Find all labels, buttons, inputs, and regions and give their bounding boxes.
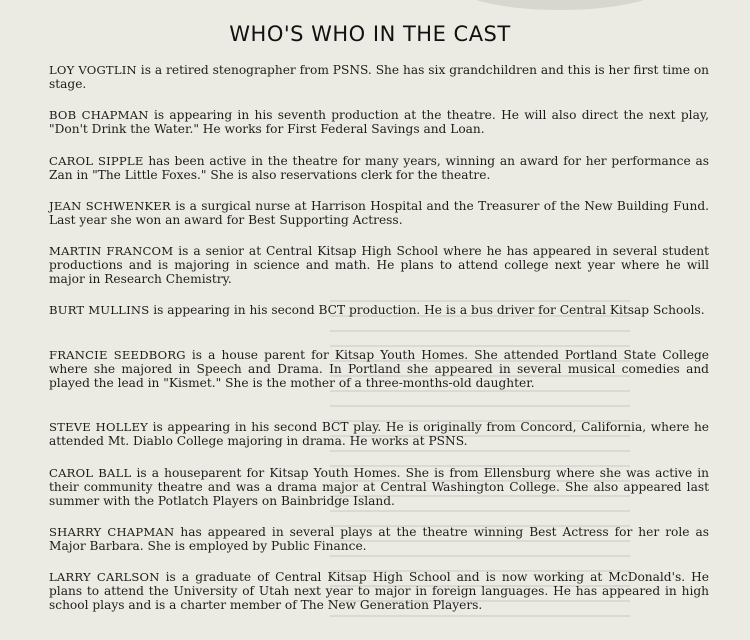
cast-name: SHARRY CHAPMAN [49,525,175,539]
cast-bio: is appearing in his second BCT play. He is originally from Concord, California, where he attended Mt. Diablo College majoring in drama. He works at PSNS. [49,420,710,448]
cast-bio: is appearing in his seventh production at the theatre. He will also direct the next play, "Don't Drink the Water." He works for First Federal Savings and Loan. [49,108,709,136]
cast-name: BOB CHAPMAN [49,108,149,122]
cast-bio: is a house parent for Kitsap Youth Homes. She attended Portland State College where she majored in Speech and Drama. In Portland she appeared in several musical comedies and played the lead in "Kismet." She is the mother of a three-months-old daughter. [49,348,709,390]
cast-name: LOY VOGTLIN [49,63,137,77]
cast-bio: has appeared in several plays at the theatre winning Best Actress for her role as Major Barbara. She is employed by Public Finance. [49,525,709,553]
cast-bio: is a senior at Central Kitsap High School where he has appeared in several student productions and is majoring in science and math. He plans to attend college next year where he will major in Research Chemistry. [49,244,710,286]
cast-bio: is a surgical nurse at Harrison Hospital and the Treasurer of the New Building Fund. Last year she won an award for Best Supporting Actress. [49,199,709,227]
cast-entry-sharry-chapman [49,526,709,554]
cast-name: STEVE HOLLEY [49,420,148,434]
cast-entry-burt-mullins [49,304,709,318]
cast-name: CAROL BALL [49,466,132,480]
cast-entry-larry-carlson [49,571,709,612]
cast-name: JEAN SCHWENKER [49,199,171,213]
cast-bio: is a houseparent for Kitsap Youth Homes. She is from Ellensburg where she was active in their community theatre and was a drama major at Central Washington College. She also appeared last summer with the Potlatch Players on Bainbridge Island. [49,466,709,508]
cast-bio: is a retired stenographer from PSNS. She has six grandchildren and this is her first time on stage. [49,63,710,91]
cast-name: BURT MULLINS [49,303,150,317]
cast-name: CAROL SIPPLE [49,154,144,168]
cast-name: FRANCIE SEEDBORG [49,348,186,362]
cast-entry-bob-chapman [49,109,709,137]
page-title: WHO'S WHO IN THE CAST [229,22,511,46]
cast-bio: is appearing in his second BCT production. He is a bus driver for Central Kitsap Schools. [153,303,705,317]
cast-entry-jean-schwenker [49,200,709,228]
cast-entry-francie-seedborg [49,349,709,390]
cast-bio: has been active in the theatre for many years, winning an award for her performance as Zan in "The Little Foxes." She is also reservations clerk for the theatre. [49,154,709,182]
cast-entry-steve-holley [49,421,709,449]
cast-name: MARTIN FRANCOM [49,244,174,258]
decorative-arc [455,0,665,10]
cast-entry-loy-vogtlin [49,64,709,92]
cast-entry-carol-sipple [49,155,709,183]
cast-bio: is a graduate of Central Kitsap High School and is now working at McDonald's. He plans to attend the University of Utah next year to major in foreign languages. He has appeared in high school plays and is a charter member of The New Generation Players. [49,570,710,612]
cast-entry-martin-francom [49,245,709,286]
cast-name: LARRY CARLSON [49,570,160,584]
cast-entry-carol-ball [49,467,709,508]
